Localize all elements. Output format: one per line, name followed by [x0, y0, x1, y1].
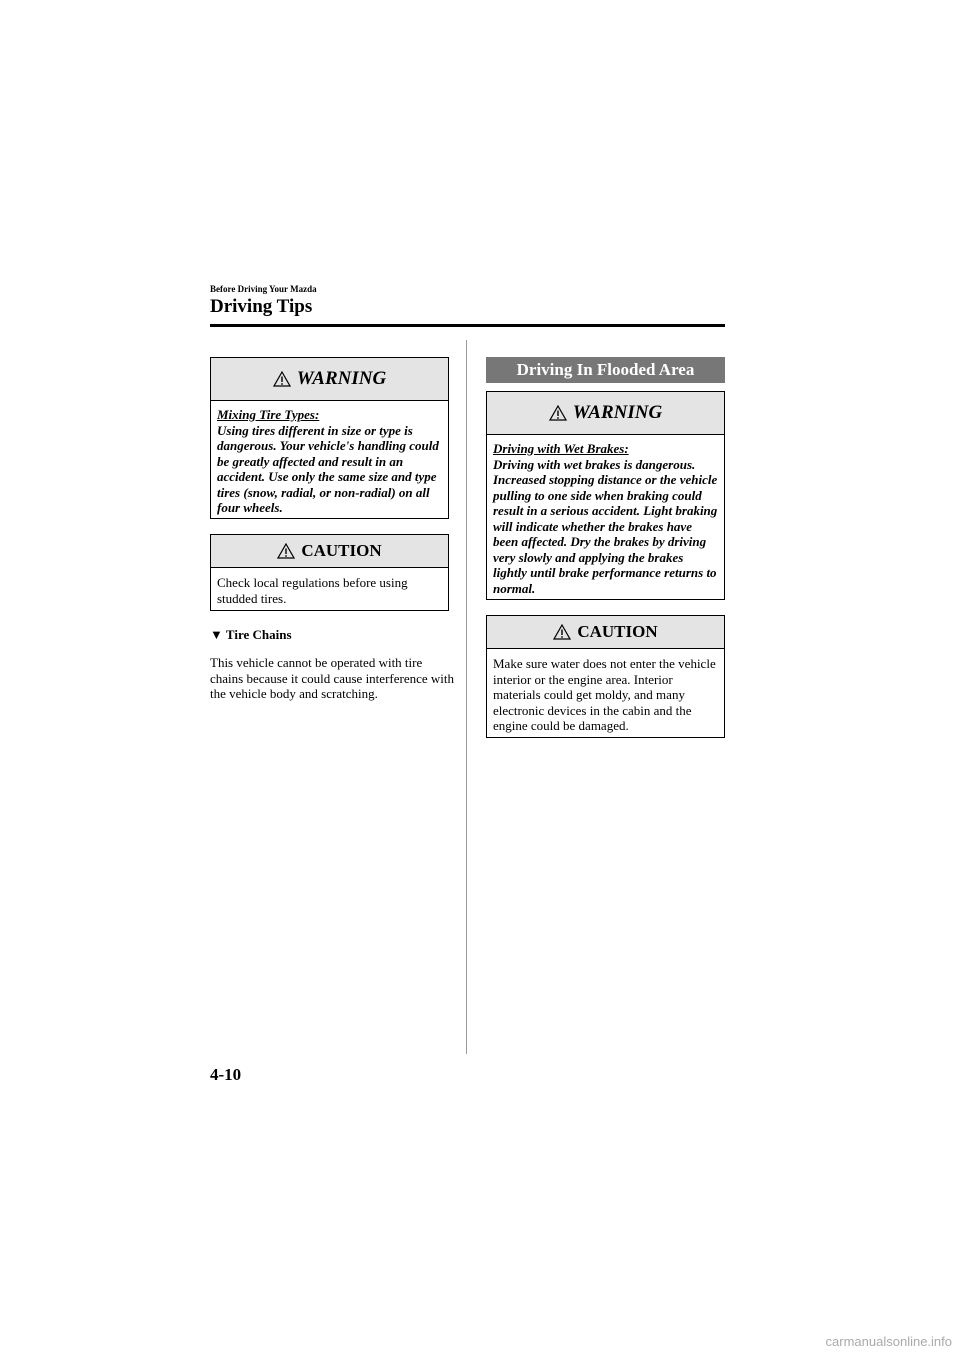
warning-box-body	[211, 401, 448, 522]
page-number: 4-10	[210, 1065, 242, 1084]
tire-chains-paragraph: This vehicle cannot be operated with tire chains because it could cause interference with the vehicle body and scratching.	[210, 655, 454, 701]
caution-box-header	[211, 535, 448, 568]
warning-label: WARNING	[296, 368, 387, 389]
caution-box-water-entry	[486, 615, 725, 738]
caution-box-body: Make sure water does not enter the vehicle interior or the engine area. Interior materials could get moldy, and many electronic devices in the cabin and the engine could be damaged.	[493, 656, 716, 733]
page-title: Driving Tips	[210, 296, 313, 317]
tire-chains-heading-text: Tire Chains	[225, 627, 292, 642]
warning-triangle-icon	[549, 405, 567, 421]
warning-triangle-icon	[277, 543, 295, 559]
warning-box-body	[487, 435, 724, 602]
warning-subheading: Mixing Tire Types:	[217, 407, 320, 422]
warning-subheading: Driving with Wet Brakes:	[493, 441, 629, 456]
warning-text: Driving with wet brakes is dangerous. Increased stopping distance or the vehicle pulling to one side when braking could result in a serious accident. Light braking will indicate whether the brakes have been affected. Dry the brakes by driving very slowly and applying the brakes lightly until brake performance returns to normal.	[493, 456, 718, 596]
caution-box-studded-tires	[210, 534, 449, 611]
column-divider	[466, 340, 467, 1054]
caution-label: CAUTION	[301, 541, 382, 560]
triangle-down-marker: ▼	[210, 627, 223, 642]
warning-text: Using tires different in size or type is dangerous. Your vehicle's handling could be greatly affected and result in an accident. Use only the same size and type tires (snow, radial, or non-radial) on all four wheels.	[217, 422, 439, 515]
warning-label: WARNING	[572, 402, 663, 423]
caution-box-body: Check local regulations before using studded tires.	[217, 575, 408, 606]
warning-box-wet-brakes	[486, 391, 725, 600]
section-label: Before Driving Your Mazda	[210, 284, 317, 294]
caution-label: CAUTION	[577, 622, 658, 641]
warning-triangle-icon	[553, 624, 571, 640]
title-rule	[210, 324, 725, 327]
warning-box-header	[211, 358, 448, 401]
caution-box-header	[487, 616, 724, 649]
warning-box-mixing-tires	[210, 357, 449, 519]
warning-triangle-icon	[273, 371, 291, 387]
warning-box-header	[487, 392, 724, 435]
watermark-link[interactable]: carmanualsonline.info	[825, 1334, 952, 1349]
section-banner-flooded-area: Driving In Flooded Area	[486, 357, 725, 383]
tire-chains-heading	[210, 627, 292, 643]
